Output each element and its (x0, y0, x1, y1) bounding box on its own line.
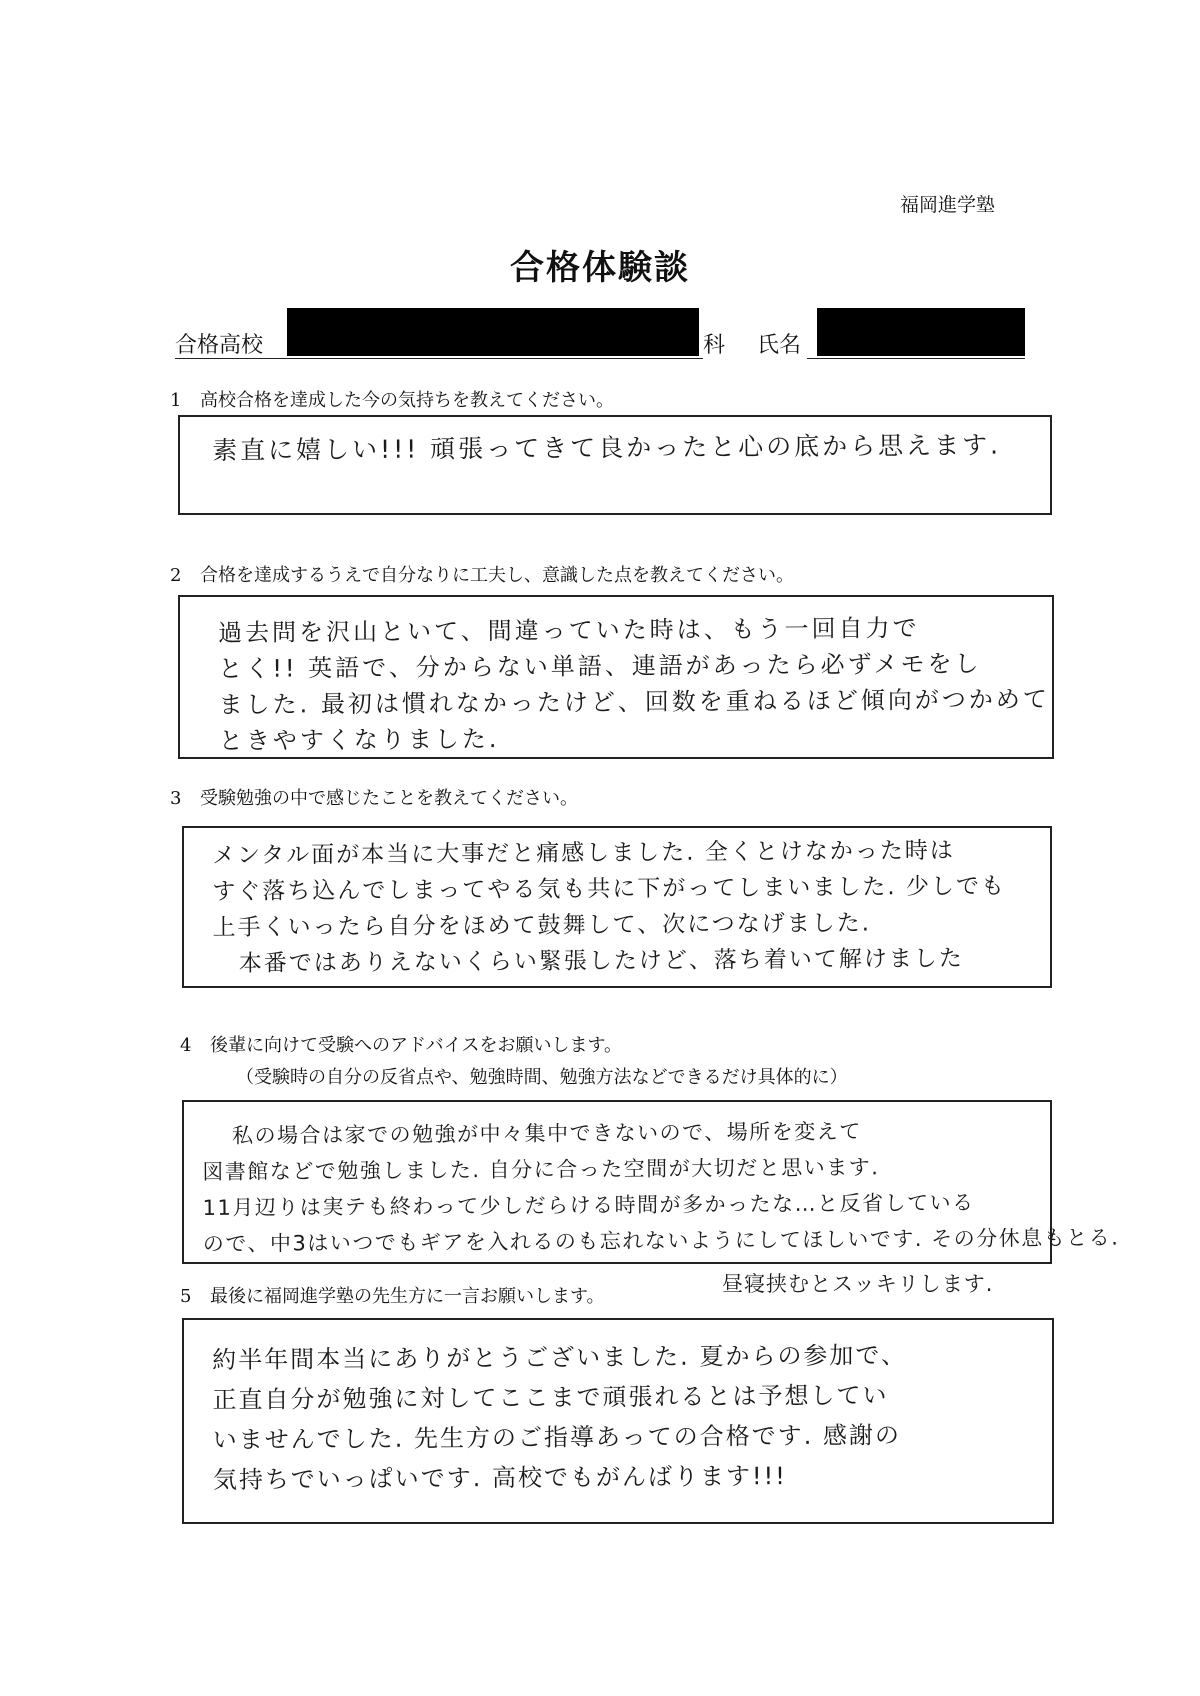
question-text: 受験勉強の中で感じたことを教えてください。 (200, 788, 578, 809)
question-3 (170, 784, 578, 810)
answer-line: とく!! 英語で、分からない単語、連語があったら必ずメモをし (218, 649, 982, 683)
question-text: 合格を達成するうえで自分なりに工夫し、意識した点を教えてください。 (200, 565, 794, 586)
answer-line: 私の場合は家での勉強が中々集中できないので、場所を変えて (232, 1119, 862, 1148)
answer-line: 約半年間本当にありがとうございました. 夏からの参加で、 (212, 1341, 908, 1374)
answer-line: すぐ落ち込んでしまってやる気も共に下がってしまいました. 少しでも (212, 873, 1007, 905)
school-underline (175, 358, 703, 359)
answer-line: 本番ではありえないくらい緊張したけど、落ち着いて解けました (238, 945, 964, 977)
answer-line: 上手くいったら自分をほめて鼓舞して、次につなげました. (212, 910, 872, 941)
question-4 (180, 1031, 622, 1057)
question-1 (170, 386, 614, 412)
question-text: 後輩に向けて受験へのアドバイスをお願いします。 (210, 1035, 623, 1056)
answer-line: 図書館などで勉強しました. 自分に合った空間が大切だと思います. (202, 1155, 880, 1184)
name-label: 氏名 (757, 333, 802, 358)
course-suffix: 科 (703, 333, 726, 358)
question-2 (170, 561, 794, 587)
answer-line: 気持ちでいっぱいです. 高校でもがんばります!!! (212, 1461, 787, 1494)
answer-line: ので、中3はいつでもギアを入れるのも忘れないようにしてほしいです. その分休息もとる. (202, 1225, 1120, 1256)
name-underline (807, 358, 1025, 359)
answer-line: 素直に嬉しい!!! 頑張ってきて良かったと心の底から思えます. (212, 430, 1002, 465)
answer-line: 正直自分が勉強に対してここまで頑張れるとは予想してい (212, 1381, 889, 1414)
question-text: 最後に福岡進学塾の先生方に一言お願いします。 (210, 1286, 605, 1307)
question-number: 2 (170, 565, 182, 586)
organization-name: 福岡進学塾 (900, 194, 996, 216)
redacted-school (287, 308, 699, 356)
question-5 (180, 1282, 605, 1308)
redacted-name (817, 308, 1025, 356)
question-number: 4 (180, 1035, 192, 1056)
answer-4-overflow-note: 昼寝挟むとスッキリします. (722, 1272, 994, 1296)
answer-line: いませんでした. 先生方のご指導あっての合格です. 感謝の (212, 1421, 902, 1454)
answer-line: ました. 最初は慣れなかったけど、回数を重ねるほど傾向がつかめて (218, 685, 1050, 719)
answer-line: メンタル面が本当に大事だと痛感しました. 全くとけなかった時は (212, 837, 955, 869)
question-text: 高校合格を達成した今の気持ちを教えてください。 (200, 390, 614, 411)
page-title: 合格体験談 (510, 248, 690, 288)
school-label: 合格高校 (175, 333, 264, 358)
answer-4 (202, 1112, 1119, 1262)
answer-3 (212, 832, 1007, 982)
question-number: 3 (170, 788, 182, 809)
answer-line: 11月辺りは実テも終わって少しだらける時間が多かったな…と反省している (202, 1190, 975, 1220)
question-number: 1 (170, 390, 182, 411)
answer-1 (212, 426, 1001, 470)
question-4-subtext: （受験時の自分の反省点や、勉強時間、勉強方法などできるだけ具体的に） (236, 1067, 848, 1088)
question-number: 5 (180, 1286, 192, 1307)
answer-5 (212, 1335, 908, 1500)
answer-line: 過去問を沢山といて、間違っていた時は、もう一回自力で (218, 614, 920, 647)
answer-2 (218, 609, 1050, 759)
answer-line: ときやすくなりました. (218, 725, 500, 755)
info-row (175, 318, 1035, 358)
